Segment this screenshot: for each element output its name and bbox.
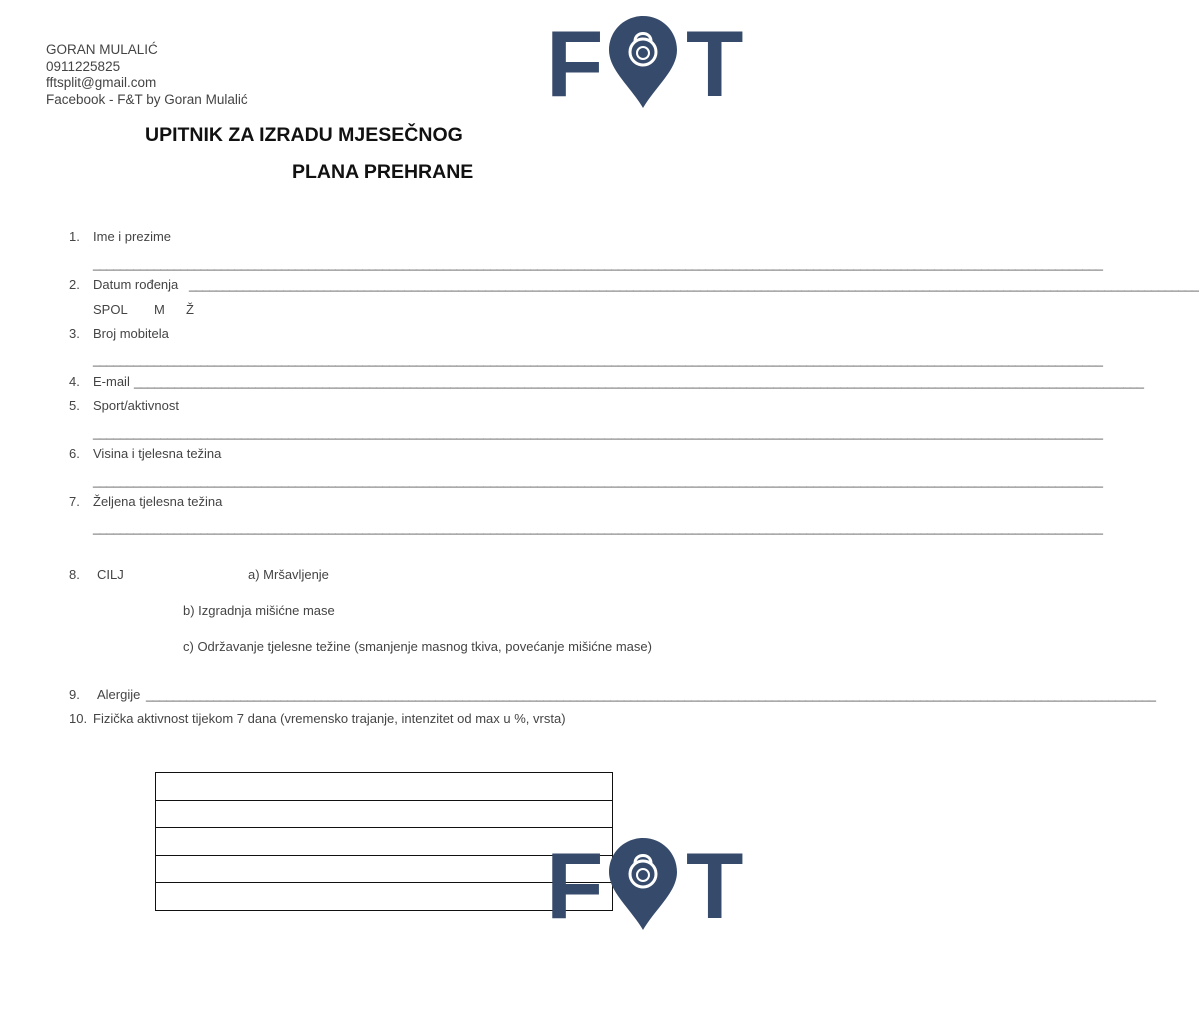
logo-letter-t: T [686, 11, 744, 116]
activity-table-cell[interactable] [156, 800, 613, 828]
activity-table-cell[interactable] [156, 883, 613, 911]
logo-letter-f: F [546, 833, 604, 938]
q7-label: Željena tjelesna težina [93, 494, 223, 509]
kettlebell-pin-icon [609, 16, 677, 108]
kettlebell-pin-icon [609, 838, 677, 930]
q5-number: 5. [69, 398, 80, 413]
q4-answer-line[interactable]: ______________________________________________________________________________________________________________________________________________________ [134, 374, 1144, 389]
gender-option-m[interactable]: M [154, 302, 165, 317]
q4-label: E-mail [93, 374, 130, 389]
activity-table-row [156, 828, 613, 856]
activity-table-cell[interactable] [156, 773, 613, 801]
brand-logo-svg-bottom [546, 833, 750, 938]
q8-option-c[interactable]: c) Održavanje tjelesne težine (smanjenje masnog tkiva, povećanje mišićne mase) [183, 639, 652, 654]
brand-logo-top [546, 11, 750, 116]
logo-letter-t: T [686, 833, 744, 938]
form-title-line1: UPITNIK ZA IZRADU MJESEČNOG [145, 124, 463, 146]
q8-label: CILJ [97, 567, 124, 582]
activity-table-cell[interactable] [156, 855, 613, 883]
activity-table-row [156, 800, 613, 828]
q2-answer-line[interactable]: ______________________________________________________________________________________________________________________________________________________ [189, 277, 1199, 292]
form-title-line2: PLANA PREHRANE [292, 161, 474, 183]
q2-label: Datum rođenja [93, 277, 179, 292]
q5-label: Sport/aktivnost [93, 398, 179, 413]
activity-table [155, 772, 613, 911]
q7-answer-line[interactable]: ______________________________________________________________________________________________________________________________________________________ [93, 520, 1103, 535]
q5-answer-line[interactable]: ______________________________________________________________________________________________________________________________________________________ [93, 425, 1103, 440]
q1-number: 1. [69, 229, 80, 244]
q3-answer-line[interactable]: ______________________________________________________________________________________________________________________________________________________ [93, 352, 1103, 367]
q9-answer-line[interactable]: ______________________________________________________________________________________________________________________________________________________ [146, 687, 1156, 702]
activity-table-row [156, 855, 613, 883]
activity-table-row [156, 773, 613, 801]
contact-facebook: Facebook - F&T by Goran Mulalić [46, 91, 248, 107]
q9-label: Alergije [97, 687, 141, 702]
q6-label: Visina i tjelesna težina [93, 446, 222, 461]
logo-letter-f: F [546, 11, 604, 116]
activity-table-cell[interactable] [156, 828, 613, 856]
q1-label: Ime i prezime [93, 229, 172, 244]
q6-answer-line[interactable]: ______________________________________________________________________________________________________________________________________________________ [93, 473, 1103, 488]
q3-number: 3. [69, 326, 80, 341]
q3-label: Broj mobitela [93, 326, 169, 341]
q10-number: 10. [69, 711, 88, 726]
brand-logo-bottom [546, 833, 750, 938]
q8-option-b[interactable]: b) Izgradnja mišićne mase [183, 603, 335, 618]
q2-number: 2. [69, 277, 80, 292]
q8-number: 8. [69, 567, 80, 582]
contact-email: fftsplit@gmail.com [46, 75, 157, 90]
contact-block [46, 42, 248, 108]
activity-table-row [156, 883, 613, 911]
brand-logo-svg [546, 11, 750, 116]
q10-label: Fizička aktivnost tijekom 7 dana (vremensko trajanje, intenzitet od max u %, vrsta) [93, 711, 566, 726]
q8-option-a[interactable]: a) Mršavljenje [248, 567, 329, 582]
contact-phone: 0911225825 [46, 58, 121, 74]
q9-number: 9. [69, 687, 80, 702]
q7-number: 7. [69, 494, 80, 509]
q4-number: 4. [69, 374, 80, 389]
q1-answer-line[interactable]: ______________________________________________________________________________________________________________________________________________________ [93, 256, 1103, 271]
contact-name: GORAN MULALIĆ [46, 42, 158, 57]
q6-number: 6. [69, 446, 80, 461]
gender-label: SPOL [93, 302, 128, 317]
gender-option-z[interactable]: Ž [186, 302, 194, 317]
